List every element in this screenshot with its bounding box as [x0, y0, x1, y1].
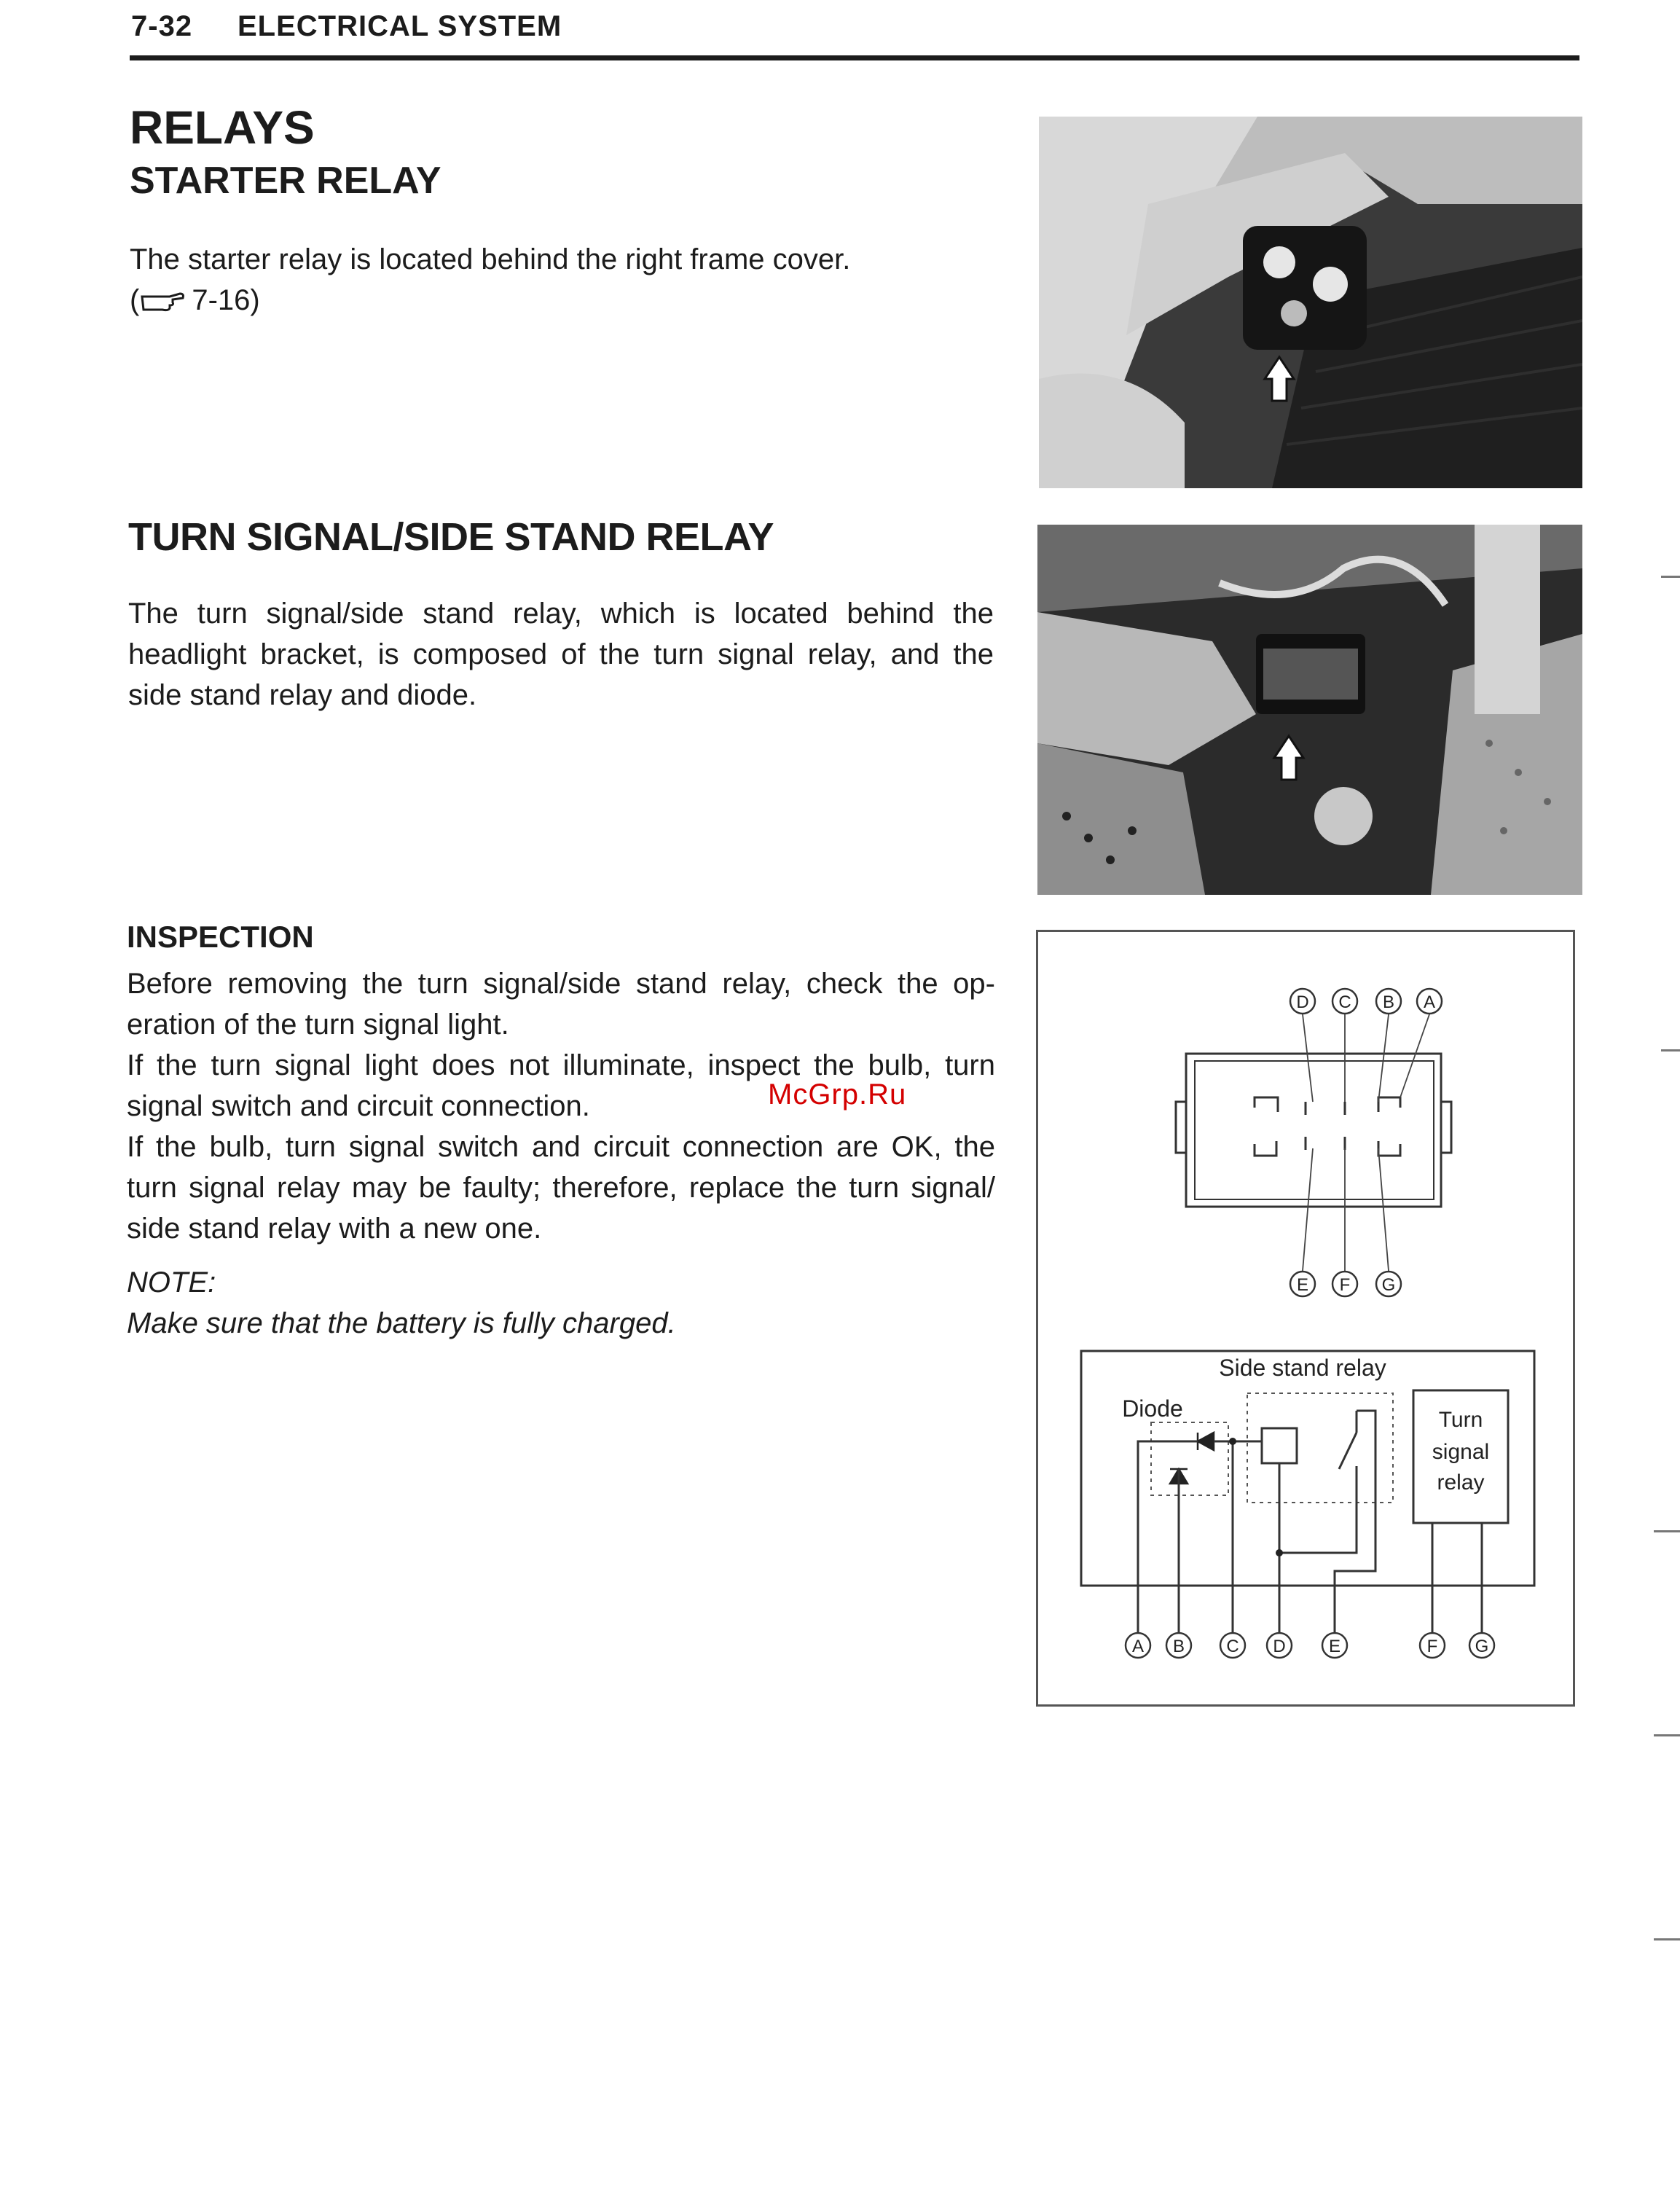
svg-text:F: F [1339, 1275, 1351, 1295]
inspection-heading: INSPECTION [127, 920, 314, 954]
inspection-line: If the turn signal light does not illuminate, inspect the bulb, turn [127, 1049, 995, 1081]
starter-relay-photo [1039, 117, 1582, 488]
circuit-terminal-g [1469, 1633, 1494, 1658]
page-number: 7-32 [131, 10, 193, 42]
turn-signal-relay-heading: TURN SIGNAL/SIDE STAND RELAY [128, 515, 774, 559]
svg-text:signal: signal [1432, 1440, 1490, 1464]
header-rule [130, 55, 1579, 60]
scan-edge-mark [1661, 576, 1680, 578]
note-text: Make sure that the battery is fully charged. [127, 1307, 676, 1339]
svg-text:F: F [1426, 1637, 1438, 1656]
svg-text:G: G [1475, 1637, 1489, 1656]
svg-text:B: B [1382, 992, 1395, 1012]
turn-signal-relay-description [128, 593, 994, 716]
relays-heading: RELAYS [130, 101, 315, 154]
terminal-c-top [1332, 989, 1357, 1014]
terminal-b-top [1376, 989, 1401, 1014]
circuit-terminal-a [1126, 1633, 1150, 1658]
terminal-d-top [1290, 989, 1315, 1014]
diode-label: Diode [1122, 1395, 1183, 1422]
description-line: side stand relay and diode. [128, 679, 477, 711]
svg-text:B: B [1172, 1637, 1185, 1656]
watermark: McGrp.Ru [768, 1078, 907, 1111]
ref-open-paren: ( [130, 284, 140, 316]
circuit-terminal-d [1267, 1633, 1292, 1658]
svg-text:relay: relay [1437, 1470, 1485, 1495]
svg-text:C: C [1338, 992, 1351, 1012]
relay-coil [1262, 1428, 1297, 1463]
ref-page: 7-16) [192, 284, 260, 316]
inspection-line: Before removing the turn signal/side stand relay, check the op- [127, 968, 995, 1000]
inspection-line: signal switch and circuit connection. [127, 1090, 590, 1122]
description-line: headlight bracket, is composed of the turn signal relay, and the [128, 638, 994, 670]
svg-text:G: G [1381, 1275, 1396, 1295]
starter-relay-text: The starter relay is located behind the right frame cover. [130, 243, 851, 275]
description-line: The turn signal/side stand relay, which is located behind the [128, 598, 994, 630]
svg-text:C: C [1226, 1637, 1239, 1656]
svg-text:E: E [1328, 1637, 1341, 1656]
circuit-terminal-e [1322, 1633, 1347, 1658]
inspection-line: turn signal relay may be faulty; therefore, replace the turn signal/ [127, 1172, 995, 1204]
svg-text:A: A [1423, 992, 1436, 1012]
section-title: ELECTRICAL SYSTEM [238, 10, 562, 42]
inspection-line: side stand relay with a new one. [127, 1213, 542, 1245]
terminal-g-bottom [1376, 1272, 1401, 1296]
circuit-terminal-f [1420, 1633, 1445, 1658]
starter-relay-reference [130, 280, 260, 321]
scan-edge-mark [1661, 1049, 1680, 1051]
svg-text:E: E [1296, 1275, 1309, 1295]
svg-text:A: A [1131, 1637, 1145, 1656]
turn-signal-relay-photo [1037, 525, 1582, 895]
inspection-line: eration of the turn signal light. [127, 1008, 509, 1041]
note-label: NOTE: [127, 1266, 216, 1299]
scan-edge-mark [1654, 1734, 1680, 1736]
terminal-e-bottom [1290, 1272, 1315, 1296]
svg-text:D: D [1296, 992, 1309, 1012]
svg-text:D: D [1273, 1637, 1286, 1656]
side-stand-relay-label: Side stand relay [1219, 1355, 1386, 1381]
terminal-f-bottom [1332, 1272, 1357, 1296]
starter-relay-heading: STARTER RELAY [130, 160, 441, 202]
relay-circuit-schematic [1081, 1351, 1534, 1632]
reference-hand-icon [141, 291, 186, 313]
relay-switch [1339, 1411, 1357, 1491]
circuit-terminal-c [1220, 1633, 1245, 1658]
connector-terminal-diagram [1036, 930, 1575, 1707]
circuit-terminal-b [1166, 1633, 1191, 1658]
svg-text:Turn: Turn [1438, 1408, 1483, 1432]
connector-body [1176, 1054, 1451, 1207]
inspection-line: If the bulb, turn signal switch and circuit connection are OK, the [127, 1131, 995, 1163]
scan-edge-mark [1654, 1938, 1680, 1940]
terminal-a-top [1417, 989, 1442, 1014]
scan-edge-mark [1654, 1530, 1680, 1532]
